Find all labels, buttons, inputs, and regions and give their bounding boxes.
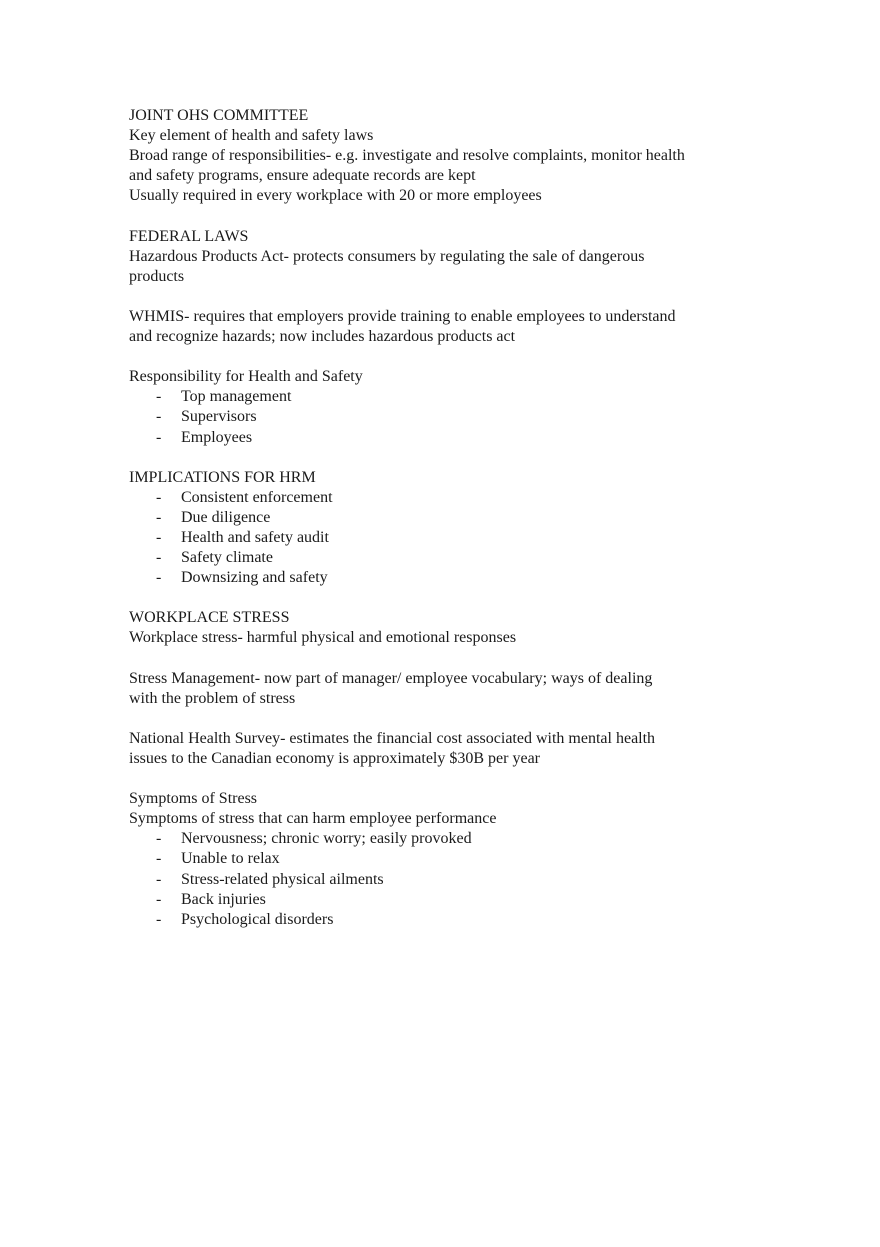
spacer — [129, 287, 749, 307]
list-item — [129, 488, 749, 508]
list-item-text: Safety climate — [181, 549, 273, 567]
dash-marker: - — [156, 408, 162, 426]
list-item-text: Nervousness; chronic worry; easily provoked — [181, 830, 472, 848]
paragraph-line: and recognize hazards; now includes hazardous products act — [129, 328, 516, 346]
section-heading-federal-laws: FEDERAL LAWS — [129, 227, 249, 245]
implications-list — [129, 488, 749, 588]
dash-marker: - — [156, 528, 162, 546]
list-item — [129, 910, 749, 930]
list-item-text: Unable to relax — [181, 850, 280, 868]
section-heading-workplace-stress: WORKPLACE STRESS — [129, 609, 290, 627]
dash-marker: - — [156, 428, 162, 446]
responsibility-list — [129, 387, 749, 447]
list-item — [129, 548, 749, 568]
dash-marker: - — [156, 870, 162, 888]
spacer — [129, 769, 749, 789]
section-heading-joint-ohs: JOINT OHS COMMITTEE — [129, 107, 309, 124]
paragraph-line: Key element of health and safety laws — [129, 127, 374, 145]
paragraph-line: Workplace stress- harmful physical and emotional responses — [129, 629, 517, 647]
section-heading-implications: IMPLICATIONS FOR HRM — [129, 468, 316, 486]
list-item — [129, 407, 749, 427]
list-item-text: Top management — [181, 388, 292, 406]
paragraph-line: Broad range of responsibilities- e.g. investigate and resolve complaints, monitor health — [129, 147, 685, 165]
paragraph-line: Hazardous Products Act- protects consumers by regulating the sale of dangerous — [129, 247, 645, 265]
dash-marker: - — [156, 549, 162, 567]
spacer — [129, 588, 749, 608]
list-item-text: Supervisors — [181, 408, 257, 426]
dash-marker: - — [156, 508, 162, 526]
spacer — [129, 649, 749, 669]
paragraph-line: products — [129, 267, 185, 285]
paragraph-line: National Health Survey- estimates the financial cost associated with mental health — [129, 729, 656, 747]
list-item-text: Back injuries — [181, 890, 266, 908]
list-item — [129, 528, 749, 548]
paragraph-line: Stress Management- now part of manager/ employee vocabulary; ways of dealing — [129, 669, 653, 687]
section-heading-responsibility: Responsibility for Health and Safety — [129, 368, 363, 386]
list-item-text: Downsizing and safety — [181, 569, 328, 587]
paragraph-line: with the problem of stress — [129, 689, 296, 707]
dash-marker: - — [156, 569, 162, 587]
spacer — [129, 206, 749, 226]
list-item — [129, 387, 749, 407]
paragraph-line: issues to the Canadian economy is approximately $30B per year — [129, 750, 541, 767]
paragraph-line: and safety programs, ensure adequate records are kept — [129, 167, 476, 185]
list-item — [129, 829, 749, 849]
dash-marker: - — [156, 850, 162, 868]
spacer — [129, 347, 749, 367]
paragraph-line: Usually required in every workplace with 20 or more employees — [129, 187, 542, 205]
list-item — [129, 428, 749, 448]
document-page — [129, 106, 749, 930]
list-item-text: Due diligence — [181, 508, 271, 526]
list-item — [129, 890, 749, 910]
list-item — [129, 568, 749, 588]
list-item — [129, 870, 749, 890]
list-item-text: Consistent enforcement — [181, 488, 333, 506]
symptoms-list — [129, 829, 749, 929]
list-item-text: Stress-related physical ailments — [181, 870, 384, 888]
spacer — [129, 448, 749, 468]
list-item — [129, 849, 749, 869]
list-item-text: Health and safety audit — [181, 528, 329, 546]
list-item-text: Employees — [181, 428, 253, 446]
paragraph-line: Symptoms of stress that can harm employee performance — [129, 810, 497, 828]
spacer — [129, 709, 749, 729]
paragraph-line: WHMIS- requires that employers provide training to enable employees to understand — [129, 307, 676, 325]
section-heading-symptoms: Symptoms of Stress — [129, 790, 258, 808]
list-item — [129, 508, 749, 528]
dash-marker: - — [156, 388, 162, 406]
list-item-text: Psychological disorders — [181, 910, 334, 928]
dash-marker: - — [156, 488, 162, 506]
dash-marker: - — [156, 890, 162, 908]
dash-marker: - — [156, 830, 162, 848]
dash-marker: - — [156, 910, 162, 928]
